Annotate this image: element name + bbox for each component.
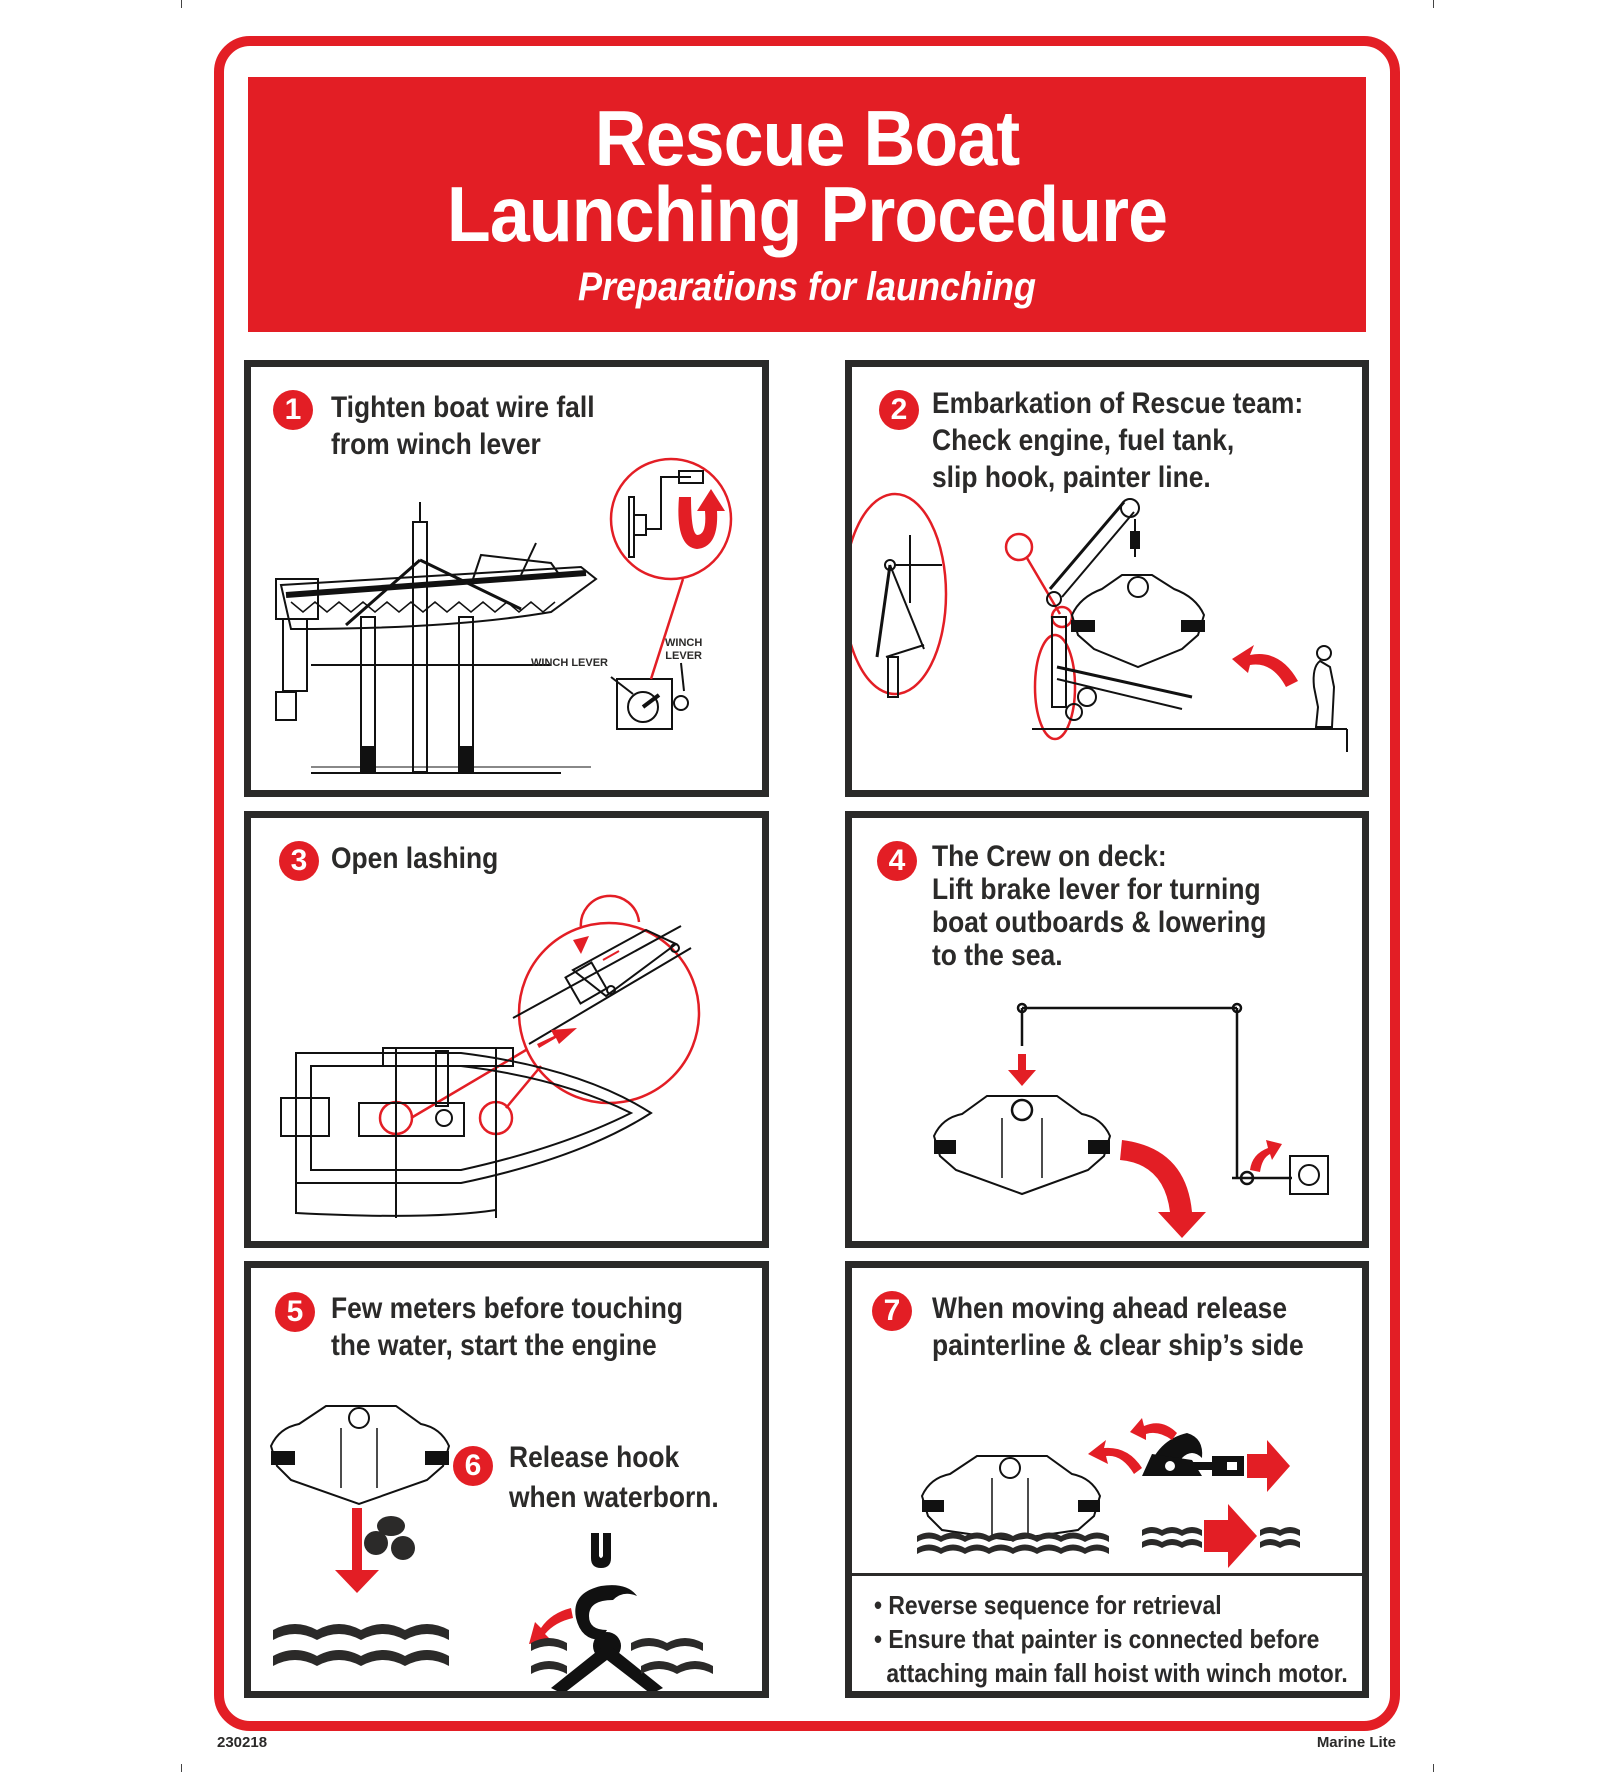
step-number-badge: 5 — [275, 1292, 315, 1332]
step-number-badge: 3 — [279, 841, 319, 881]
boat-on-cradle-icon — [251, 367, 769, 797]
crop-mark-top-left — [181, 0, 182, 8]
note-item: • Ensure that painter is connected before — [874, 1624, 1320, 1654]
footer-code: 230218 — [217, 1734, 268, 1751]
step-text: Embarkation of Rescue team: Check engine, fuel tank, slip hook, painter line. — [932, 387, 1304, 494]
step-number-badge: 1 — [273, 390, 313, 430]
step-panel-4 — [845, 811, 1369, 1248]
step-text: When moving ahead release painterline & clear ship’s side — [932, 1292, 1304, 1362]
lowering-brake-lever-icon — [852, 818, 1369, 1248]
notes-divider — [852, 1573, 1362, 1576]
davit-crane-icon — [852, 367, 1369, 797]
step-panel-7 — [845, 1261, 1369, 1698]
step-panel-3 — [244, 811, 769, 1248]
note-item: • Reverse sequence for retrieval — [874, 1590, 1222, 1620]
lashing-buckle-icon — [251, 818, 769, 1248]
step-text: The Crew on deck: Lift brake lever for turning boat outboards & lowering to the sea. — [932, 840, 1267, 972]
winch-lever-label-right: WINCH LEVER — [665, 637, 703, 662]
winch-lever-label: WINCH LEVER — [531, 657, 608, 669]
sign-header — [248, 77, 1366, 332]
step-text: Open lashing — [331, 842, 499, 875]
engine-start-release-hook-icon — [251, 1268, 769, 1698]
step-panel-1 — [244, 360, 769, 797]
step-number-badge: 2 — [879, 390, 919, 430]
step-panel-5-6 — [244, 1261, 769, 1698]
step-text: Few meters before touching the water, start the engine — [331, 1292, 684, 1362]
step-number-badge: 4 — [877, 841, 917, 881]
step-panel-2 — [845, 360, 1369, 797]
crop-mark-top-right — [1433, 0, 1434, 8]
crop-mark-bottom-left — [181, 1764, 182, 1772]
footer-brand: Marine Lite — [1316, 1734, 1396, 1751]
title-line-2: Launching Procedure — [446, 170, 1168, 258]
step-text: Tighten boat wire fall from winch lever — [331, 391, 595, 461]
step-text-6: Release hook when waterborn. — [509, 1441, 719, 1514]
note-item: attaching main fall hoist with winch motor. — [886, 1658, 1348, 1688]
step-number-badge: 7 — [872, 1291, 912, 1331]
title-line-1: Rescue Boat — [594, 94, 1020, 182]
crop-mark-bottom-right — [1433, 1764, 1434, 1772]
subtitle: Preparations for launching — [577, 265, 1037, 309]
step-number-badge-6: 6 — [453, 1446, 493, 1486]
notes-list — [874, 1588, 1348, 1690]
